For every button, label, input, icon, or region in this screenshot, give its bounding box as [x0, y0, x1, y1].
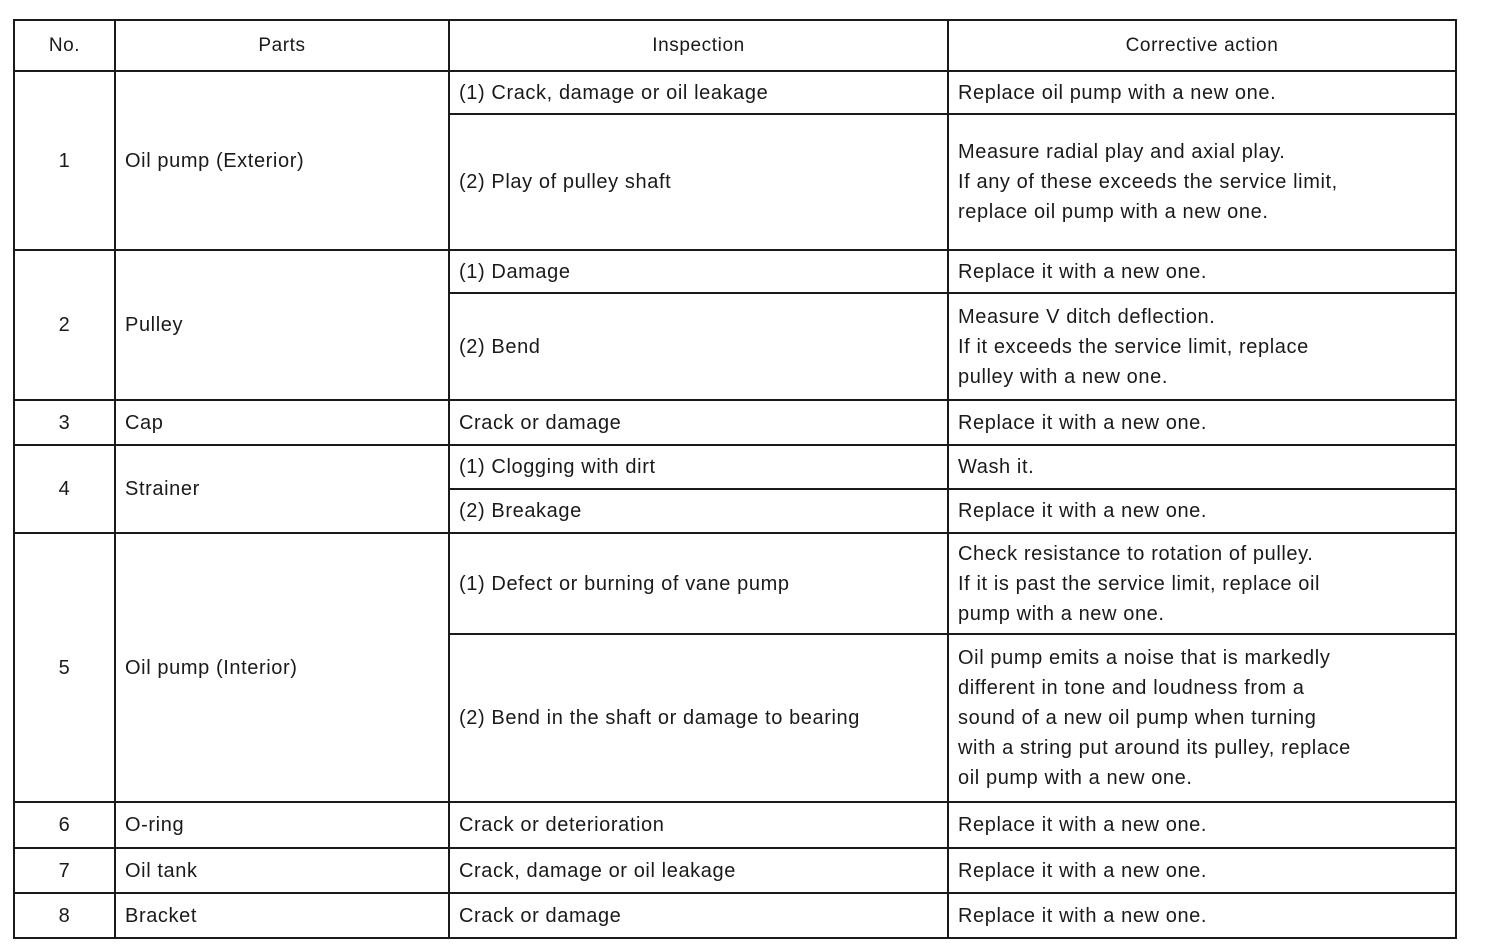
inspection-item: (2) Play of pulley shaft — [449, 114, 948, 250]
row-number: 2 — [14, 250, 115, 400]
part-name: Strainer — [115, 445, 449, 533]
inspection-item: (2) Breakage — [449, 489, 948, 533]
row-number: 5 — [14, 533, 115, 802]
inspection-item: Crack or damage — [449, 400, 948, 445]
inspection-item: Crack, damage or oil leakage — [449, 848, 948, 893]
inspection-item: (2) Bend in the shaft or damage to bearing — [449, 634, 948, 802]
table-row — [14, 445, 1456, 489]
document-page — [13, 19, 1455, 939]
row-number: 6 — [14, 802, 115, 848]
corrective-action: Replace it with a new one. — [948, 802, 1456, 848]
part-name: Oil pump (Exterior) — [115, 71, 449, 250]
inspection-item: Crack or deterioration — [449, 802, 948, 848]
part-name: Oil tank — [115, 848, 449, 893]
table-row — [14, 71, 1456, 114]
corrective-action: Oil pump emits a noise that is markedly different in tone and loudness from a sound of a new oil pump when turning with a string put around its pulley, replace oil pump with a new one. — [948, 634, 1456, 802]
table-row — [14, 533, 1456, 634]
header-corrective-action: Corrective action — [948, 20, 1456, 71]
header-parts: Parts — [115, 20, 449, 71]
corrective-action: Replace it with a new one. — [948, 893, 1456, 938]
row-number: 1 — [14, 71, 115, 250]
part-name: Oil pump (Interior) — [115, 533, 449, 802]
inspection-item: (2) Bend — [449, 293, 948, 400]
header-inspection: Inspection — [449, 20, 948, 71]
header-row — [14, 20, 1456, 71]
inspection-table — [13, 19, 1457, 939]
inspection-item: (1) Damage — [449, 250, 948, 293]
table-row — [14, 802, 1456, 848]
row-number: 4 — [14, 445, 115, 533]
corrective-action: Measure V ditch deflection. If it exceeds the service limit, replace pulley with a new one. — [948, 293, 1456, 400]
table-row — [14, 848, 1456, 893]
table-row — [14, 400, 1456, 445]
part-name: Cap — [115, 400, 449, 445]
part-name: Pulley — [115, 250, 449, 400]
part-name: O-ring — [115, 802, 449, 848]
corrective-action: Replace oil pump with a new one. — [948, 71, 1456, 114]
corrective-action: Check resistance to rotation of pulley. If it is past the service limit, replace oil pump with a new one. — [948, 533, 1456, 634]
inspection-item: (1) Clogging with dirt — [449, 445, 948, 489]
row-number: 3 — [14, 400, 115, 445]
inspection-item: (1) Crack, damage or oil leakage — [449, 71, 948, 114]
inspection-item: Crack or damage — [449, 893, 948, 938]
corrective-action: Replace it with a new one. — [948, 250, 1456, 293]
corrective-action: Replace it with a new one. — [948, 848, 1456, 893]
row-number: 7 — [14, 848, 115, 893]
table-row — [14, 250, 1456, 293]
header-no: No. — [14, 20, 115, 71]
corrective-action: Measure radial play and axial play. If any of these exceeds the service limit, replace oil pump with a new one. — [948, 114, 1456, 250]
table-row — [14, 893, 1456, 938]
corrective-action: Wash it. — [948, 445, 1456, 489]
corrective-action: Replace it with a new one. — [948, 489, 1456, 533]
part-name: Bracket — [115, 893, 449, 938]
corrective-action: Replace it with a new one. — [948, 400, 1456, 445]
inspection-item: (1) Defect or burning of vane pump — [449, 533, 948, 634]
row-number: 8 — [14, 893, 115, 938]
